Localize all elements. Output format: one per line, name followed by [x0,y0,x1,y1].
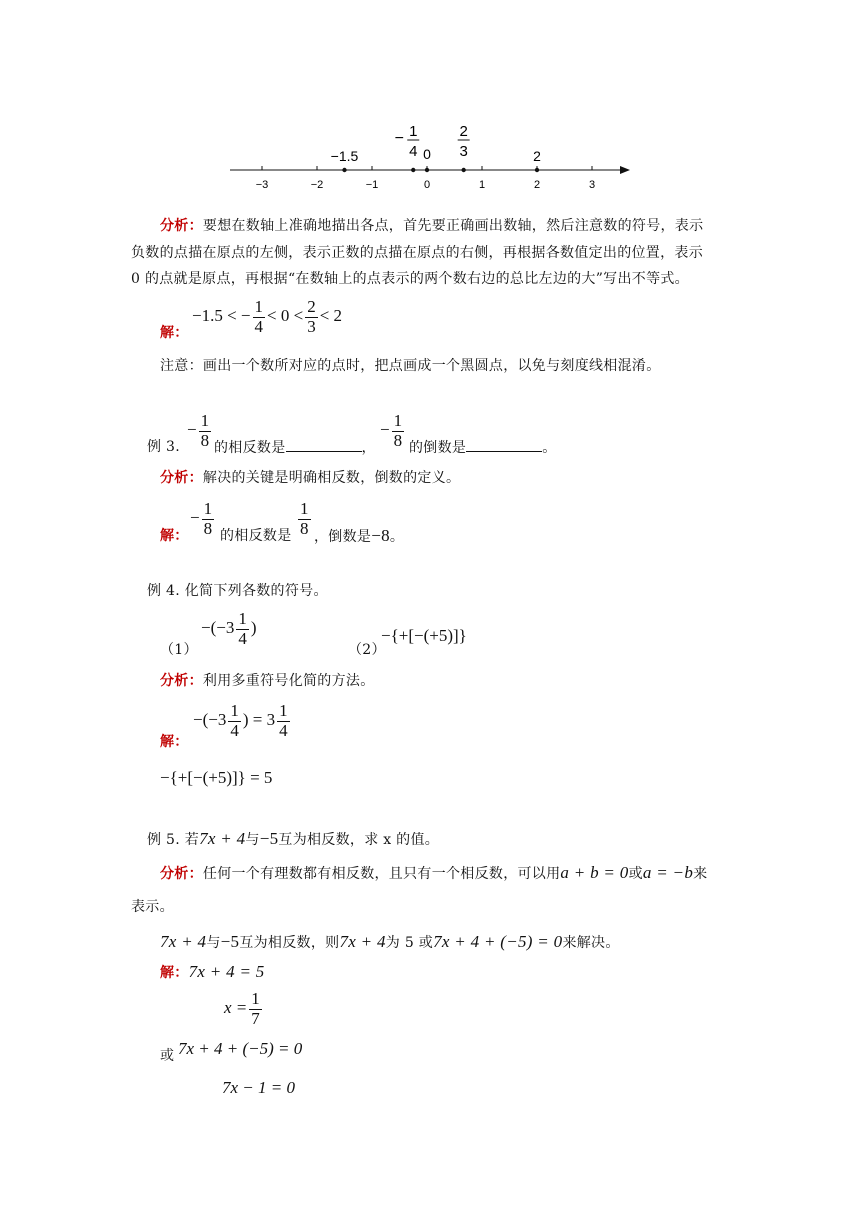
ex5-line-3 [160,932,620,953]
frac-den: 4 [238,628,247,648]
ex4-expr1 [201,610,257,648]
ex5-title [147,829,439,850]
line-text: 与 [206,935,221,951]
title-text: 例 5. 若 [147,832,200,848]
point-label-den: 3 [459,143,468,160]
line-text: 互为相反数，则 [239,935,340,951]
ex5-analysis-line-1 [160,863,707,884]
frac-den: 8 [203,518,213,538]
line-text: 来解决。 [562,935,620,951]
sol-value: −8 [371,526,390,545]
question-text: 的倒数是 [409,440,467,456]
note-text: 注意：画出一个数所对应的点时，把点画成一个黑圆点，以免与刻度线相混淆。 [160,358,661,374]
comma: ， [361,440,376,456]
frac-num: 1 [393,411,403,430]
ex5-analysis-line-2: 表示。 [131,899,174,915]
frac-num: 1 [254,297,264,316]
analysis-label: 分析： [160,470,203,486]
analysis-label: 分析： [160,866,203,882]
ex3-label: 例 3. [147,439,181,455]
analysis-text: 要想在数轴上准确地描出各点，首先要正确画出数轴，然后注意数的符号，表示 [202,218,704,234]
equation: x = [224,998,248,1018]
expr-part: −(−3 [201,618,235,638]
ex3-sol-frac-positive [296,500,313,538]
point-label: 2 [533,148,541,164]
solution-label: 解： [160,734,189,750]
inequality [192,298,342,336]
tick-label: 0 [423,179,431,191]
ex3-question-1 [214,437,376,458]
ex4-analysis [160,671,375,691]
tick-label: 2 [533,179,541,191]
ex4-title: 例 4. 化简下列各数的符号。 [147,583,328,599]
analysis-text: 解决的关键是明确相反数，倒数的定义。 [202,470,461,486]
fraction-2-3 [305,298,318,336]
expr: −5 [259,829,279,848]
condition: a + b = 0 [560,863,629,882]
ex3-question-2 [409,437,557,458]
frac-den: 4 [279,720,288,740]
point-label-num: 1 [409,123,418,140]
expr: 7x + 4 [160,932,207,951]
ex3-frac-b [380,412,406,450]
period: 。 [542,440,557,456]
frac-num: 1 [238,609,247,628]
ex4-item2-label: （2） [348,642,386,658]
neg-sign: − [187,420,197,440]
frac-den: 4 [254,316,264,336]
frac-num: 1 [300,499,309,518]
frac-den: 7 [251,1008,260,1028]
title-text: 与 [245,832,260,848]
point-dot [342,168,346,172]
frac-den: 4 [230,720,239,740]
frac-den: 8 [200,430,210,450]
ex4-result1 [193,702,292,740]
equation: 7x + 4 = 5 [188,962,265,981]
frac-num: 1 [203,499,213,518]
tick-label: −3 [255,179,269,191]
ex5-or-label: 或 [160,1048,175,1064]
or-text: 或 [628,866,643,882]
expr: 7x + 4 + (−5) = 0 [433,932,563,951]
ex5-step2 [224,990,264,1028]
ineq-end: < 2 [319,306,343,326]
answer-blank-1 [286,437,362,452]
expr-part: ) [250,618,257,638]
axis-arrow-icon [620,166,630,174]
neg-sign: − [190,508,200,528]
ex5-step1 [160,962,265,983]
solution-label: 解： [160,528,189,544]
point-label: 0 [423,146,431,162]
point-label-den: 4 [409,143,418,160]
ex3-analysis [160,468,460,488]
frac-den: 8 [393,430,403,450]
analysis-line-1 [160,216,703,236]
tick-label: −2 [310,179,324,191]
ex3-sol-text-2 [314,526,404,547]
period: 。 [389,529,405,545]
tick-label: 1 [478,179,486,191]
expr: −5 [220,932,240,951]
analysis-text: 利用多重符号化简的方法。 [202,673,375,689]
frac-num: 2 [307,297,316,316]
analysis-label: 分析： [160,673,203,689]
point-dot [535,168,539,172]
frac-num: 1 [200,411,210,430]
question-text: 的相反数是 [214,440,286,456]
analysis-line-2: 负数的点描在原点的左侧，表示正数的点描在原点的右侧，再根据各数值定出的位置，表示 [131,245,703,261]
frac-den: 3 [307,316,316,336]
ex5-step4: 7x − 1 = 0 [222,1078,295,1097]
point-label-num: 2 [459,123,468,140]
ex4-item1-label: （1） [160,642,198,658]
point-label: −1.5 [330,148,359,164]
ex3-sol-frac [190,500,216,538]
frac-num: 1 [279,701,288,720]
expr: 7x + 4 [339,932,386,951]
frac-den: 8 [300,518,309,538]
frac-num: 1 [230,701,239,720]
analysis-text: 来 [693,866,708,882]
answer-blank-2 [466,437,542,452]
sol-text: ，倒数是 [314,529,372,545]
point-label-sign: − [394,130,404,147]
solution-label: 解： [160,325,189,341]
point-dot [425,168,429,172]
analysis-text: 任何一个有理数都有相反数，且只有一个相反数，可以用 [202,866,561,882]
ineq-start: −1.5 < − [192,306,251,326]
ex5-step3: 7x + 4 + (−5) = 0 [178,1039,303,1058]
ex4-expr2: −{+[−(+5)]} [381,626,467,645]
condition: a = −b [642,863,694,882]
expr: 7x + 4 [199,829,246,848]
ex3-frac-a [187,412,213,450]
point-dot [461,168,465,172]
tick-label: 3 [588,179,596,191]
ex4-result2: −{+[−(+5)]} = 5 [160,768,273,787]
neg-sign: − [380,420,390,440]
title-text: 互为相反数，求 x 的值。 [278,832,440,848]
point-dot [411,168,415,172]
fraction-1-4 [253,298,266,336]
line-text: 为 5 或 [385,935,434,951]
tick-label: −1 [365,179,379,191]
analysis-label: 分析： [160,218,203,234]
frac-num: 1 [251,989,260,1008]
expr-part: ) = 3 [242,710,276,730]
expr-part: −(−3 [193,710,227,730]
solution-label: 解： [160,965,189,981]
number-line [220,118,640,198]
ex3-sol-text-1: 的相反数是 [220,528,292,544]
analysis-line-3: 0 的点就是原点，再根据“在数轴上的点表示的两个数右边的总比左边的大”写出不等式。 [131,271,689,287]
ineq-mid: < 0 < [267,306,304,326]
